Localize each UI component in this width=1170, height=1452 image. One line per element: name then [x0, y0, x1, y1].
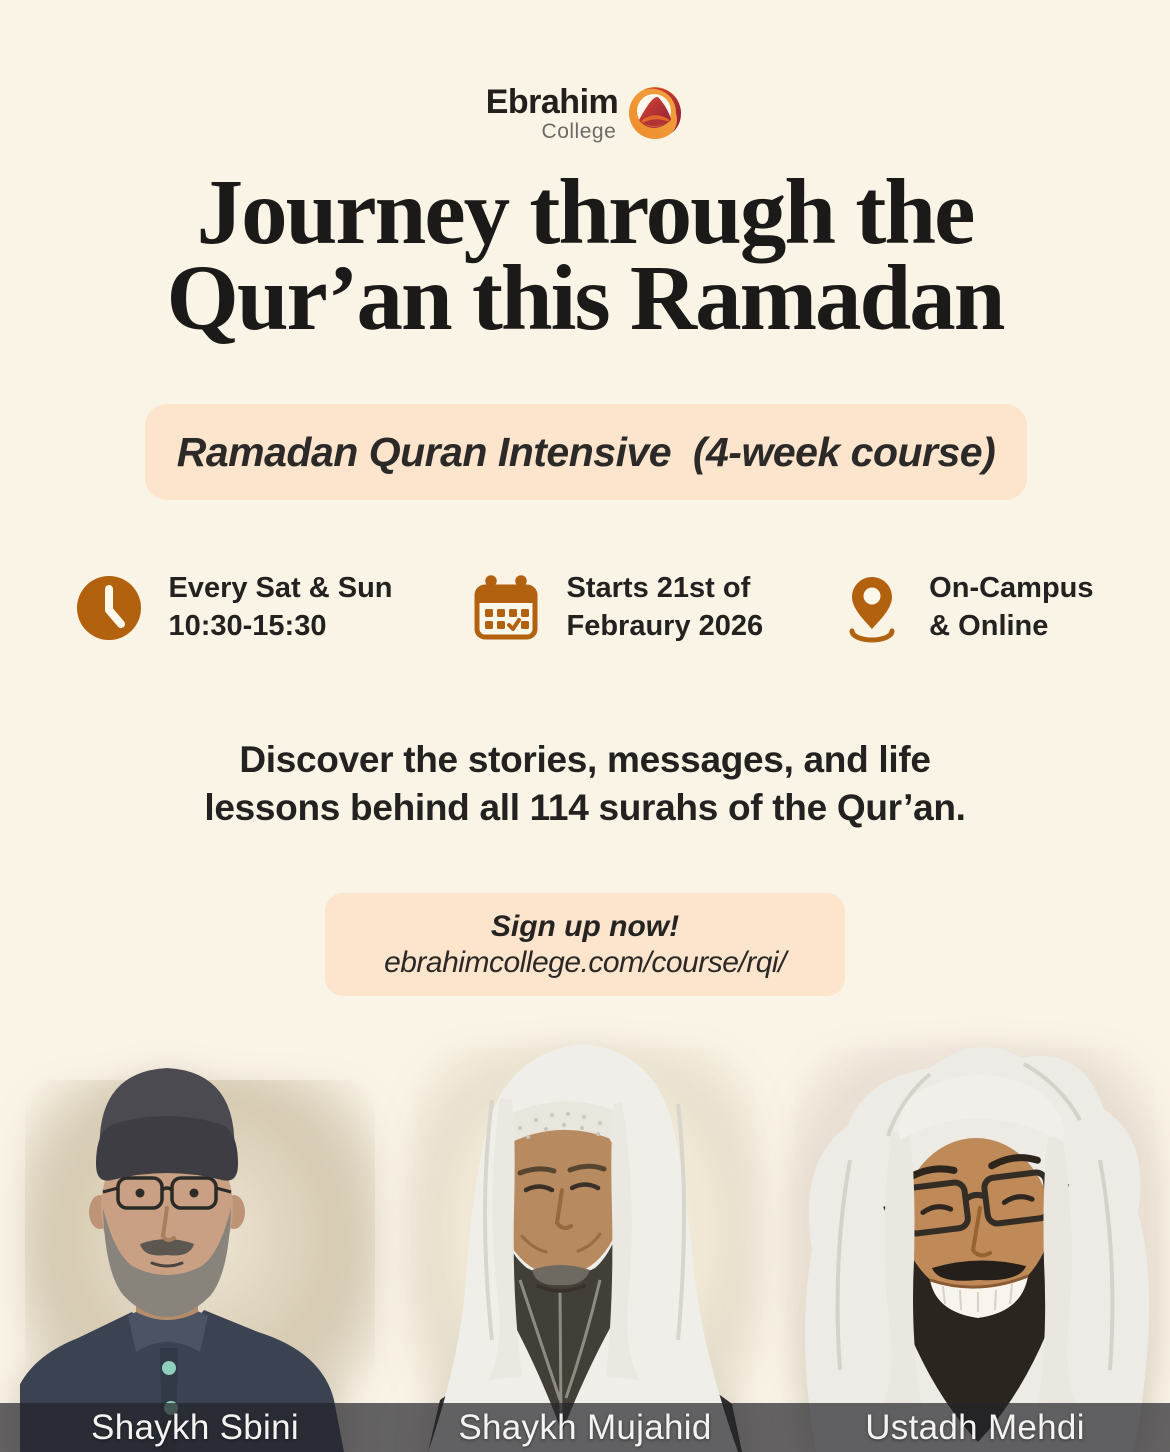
title-line-1: Journey through the [196, 161, 974, 264]
logo-name: Ebrahim [485, 82, 619, 121]
info-start-date-line-2: Febraury 2026 [566, 609, 764, 642]
clock-icon [76, 575, 142, 641]
info-row [0, 570, 1170, 645]
description-line-2: lessons behind all 114 surahs of the Qur’an. [204, 787, 966, 829]
info-schedule-line-2: 10:30-15:30 [168, 609, 327, 642]
logo [0, 84, 1170, 142]
info-location-line-2: & Online [929, 609, 1049, 642]
info-text-schedule [168, 570, 392, 645]
speaker-photo-shaykh-mujahid [400, 1040, 770, 1452]
course-description [0, 736, 1170, 832]
speaker-name-shaykh-sbini: Shaykh Sbini [91, 1407, 299, 1447]
info-text-start-date [567, 570, 764, 645]
location-pin-icon [841, 573, 903, 643]
signup-headline: Sign up now! [490, 909, 680, 943]
calendar-icon [471, 573, 541, 643]
info-item-schedule [76, 570, 392, 645]
signup-url[interactable]: ebrahimcollege.com/course/rqi/ [384, 945, 786, 979]
speaker-names-bar [0, 1403, 1170, 1452]
speaker-name-shaykh-mujahid: Shaykh Mujahid [458, 1407, 712, 1447]
signup-box[interactable] [325, 893, 845, 996]
logo-subname: College [541, 119, 617, 143]
page-title [0, 161, 1170, 351]
info-location-line-1: On-Campus [929, 572, 1094, 604]
speaker-photo-ustadh-mehdi [780, 1040, 1170, 1452]
speaker-photo-shaykh-sbini [20, 1060, 400, 1452]
ebrahim-college-logo-icon [626, 84, 684, 142]
info-schedule-line-1: Every Sat & Sun [168, 572, 393, 604]
info-text-location [929, 570, 1093, 645]
speaker-name-ustadh-mehdi: Ustadh Mehdi [865, 1407, 1085, 1447]
course-pill-label: Ramadan Quran Intensive (4-week course) [176, 428, 996, 475]
course-pill [145, 404, 1027, 500]
title-line-2: Qur’an this Ramadan [166, 247, 1004, 351]
speaker-name-cell [390, 1403, 780, 1452]
description-line-1: Discover the stories, messages, and life [239, 739, 931, 780]
info-item-start-date [471, 570, 764, 645]
info-item-location [841, 570, 1093, 645]
logo-text [485, 82, 619, 143]
speaker-name-cell [0, 1403, 390, 1452]
info-start-date-line-1: Starts 21st of [566, 572, 751, 604]
speaker-name-cell [780, 1403, 1170, 1452]
